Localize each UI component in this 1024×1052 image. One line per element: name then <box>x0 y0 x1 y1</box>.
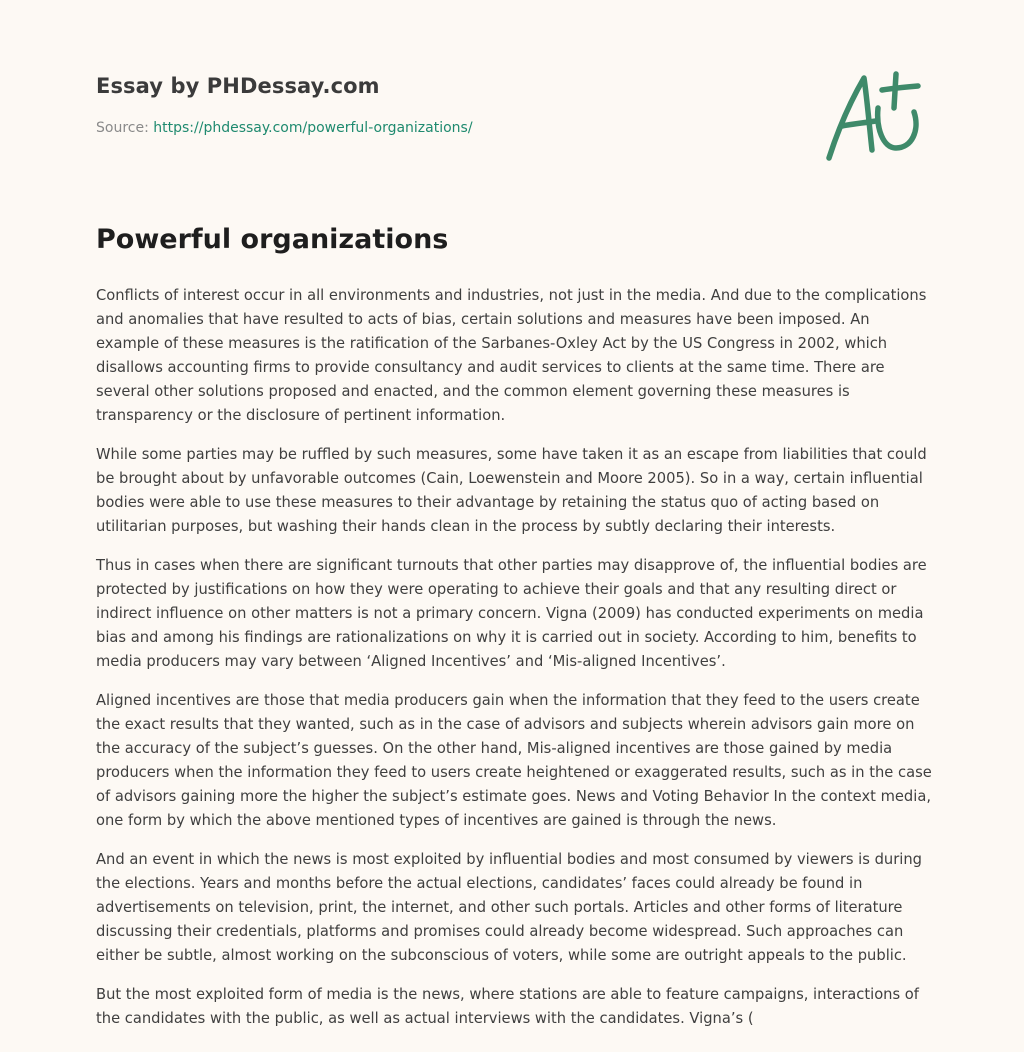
paragraph: Conflicts of interest occur in all environments and industries, not just in the media. And due to the complications and anomalies that have resulted to acts of bias, certain solutions and measures have been imposed. An example of these measures is the ratification of the Sarbanes-Oxley Act by the US Congress in 2002, which disallows accounting firms to provide consultancy and audit services to clients at the same time. There are several other solutions proposed and enacted, and the common element governing these measures is transparency or the disclosure of pertinent information. <box>96 287 927 424</box>
site-title: Essay by PHDessay.com <box>96 74 380 98</box>
source-link[interactable]: https://phdessay.com/powerful-organizations/ <box>153 120 473 136</box>
source-line <box>96 120 473 136</box>
paragraph: Thus in cases when there are significant turnouts that other parties may disapprove of, the influential bodies are protected by justifications on how they were operating to achieve their goals and that any resulting direct or indirect influence on other matters is not a primary concern. Vigna (2009) has conducted experiments on media bias and among his findings are rationalizations on why it is carried out in society. According to him, benefits to media producers may vary between ‘Aligned Incentives’ and ‘Mis-aligned Incentives’. <box>96 557 927 670</box>
paragraph: And an event in which the news is most exploited by influential bodies and most consumed by viewers is during the elections. Years and months before the actual elections, candidates’ faces could already be found in advertisements on television, print, the internet, and other such portals. Articles and other forms of literature discussing their credentials, platforms and promises could already become widespread. Such approaches can either be subtle, almost working on the subconscious of voters, while some are outright appeals to the public. <box>96 851 922 964</box>
paragraph: But the most exploited form of media is the news, where stations are able to feature campaigns, interactions of the candidates with the public, as well as actual interviews with the candidates. Vigna’s ( <box>96 986 919 1027</box>
a-plus-logo-icon <box>820 68 930 168</box>
article-body <box>96 284 932 1046</box>
source-label: Source: <box>96 120 154 136</box>
paragraph: While some parties may be ruffled by such measures, some have taken it as an escape from liabilities that could be brought about by unfavorable outcomes (Cain, Loewenstein and Moore 2005). So in a way, certain influential bodies were able to use these measures to their advantage by retaining the status quo of acting based on utilitarian purposes, but washing their hands clean in the process by subtly declaring their interests. <box>96 446 927 535</box>
paragraph: Aligned incentives are those that media producers gain when the information that they feed to the users create the exact results that they wanted, such as in the case of advisors and subjects wherein advisors gain more on the accuracy of the subject’s guesses. On the other hand, Mis-aligned incentives are those gained by media producers when the information they feed to users create heightened or exaggerated results, such as in the case of advisors gaining more the higher the subject’s estimate goes. News and Voting Behavior In the context media, one form by which the above mentioned types of incentives are gained is through the news. <box>96 692 932 829</box>
page-header <box>96 74 473 136</box>
article-title: Powerful organizations <box>96 224 449 255</box>
